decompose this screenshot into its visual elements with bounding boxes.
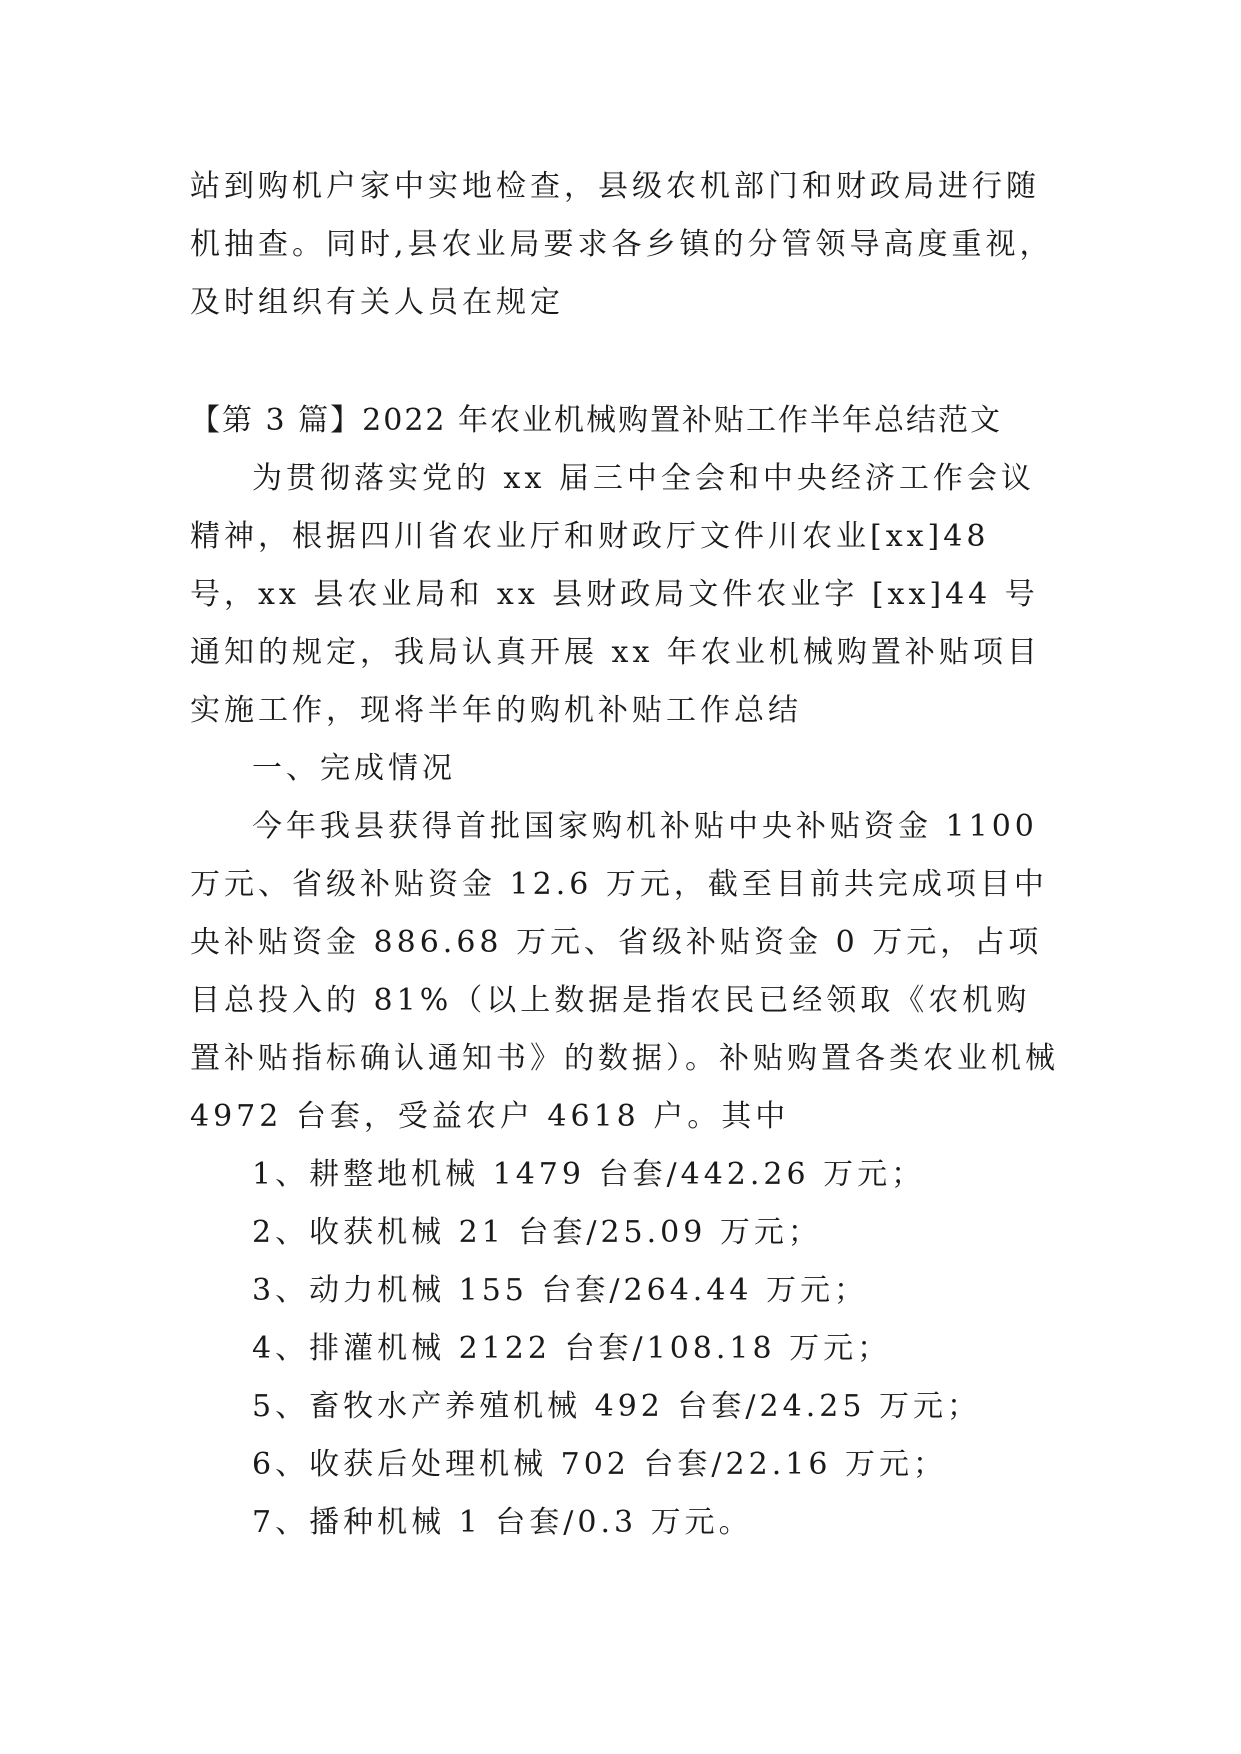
section-heading: 一、完成情况 — [252, 751, 456, 786]
list-item: 4、排灌机械 2122 台套/108.18 万元； — [252, 1331, 892, 1366]
continuation-paragraph: 站到购机户家中实地检查，县级农机部门和财政局进行随机抽查。同时,县农业局要求各乡镇的分管领导高度重视，及时组织有关人员在规定 — [190, 169, 1054, 320]
summary-paragraph: 今年我县获得首批国家购机补贴中央补贴资金 1100 万元、省级补贴资金 12.6 万元，截至目前共完成项目中央补贴资金 886.68 万元、省级补贴资金 0 万元，占项目总投入的 81%（以上数据是指农民已经领取《农机购置补贴指标确认通知书》的数据）。补贴购置各类农业机械 4972 台套，受益农户 4618 户。其中 — [190, 809, 1059, 1134]
intro-paragraph: 为贯彻落实党的 xx 届三中全会和中央经济工作会议精神，根据四川省农业厅和财政厅文件川农业[xx]48 号，xx 县农业局和 xx 县财政局文件农业字 [xx]44 号通知的规定，我局认真开展 xx 年农业机械购置补贴项目实施工作，现将半年的购机补贴工作总结 — [190, 461, 1041, 728]
list-item: 5、畜牧水产养殖机械 492 台套/24.25 万元； — [252, 1389, 981, 1424]
machinery-list — [190, 1146, 1060, 1552]
list-item: 6、收获后处理机械 702 台套/22.16 万元； — [252, 1447, 947, 1482]
list-item: 3、动力机械 155 台套/264.44 万元； — [252, 1273, 869, 1308]
article-title: 【第 3 篇】2022 年农业机械购置补贴工作半年总结范文 — [190, 403, 1003, 438]
list-item: 7、播种机械 1 台套/0.3 万元。 — [252, 1505, 753, 1540]
list-item: 2、收获机械 21 台套/25.09 万元； — [252, 1215, 822, 1250]
article-section — [190, 392, 1060, 1552]
continuation-paragraph-block — [190, 158, 1060, 332]
list-item: 1、耕整地机械 1479 台套/442.26 万元； — [252, 1157, 926, 1192]
